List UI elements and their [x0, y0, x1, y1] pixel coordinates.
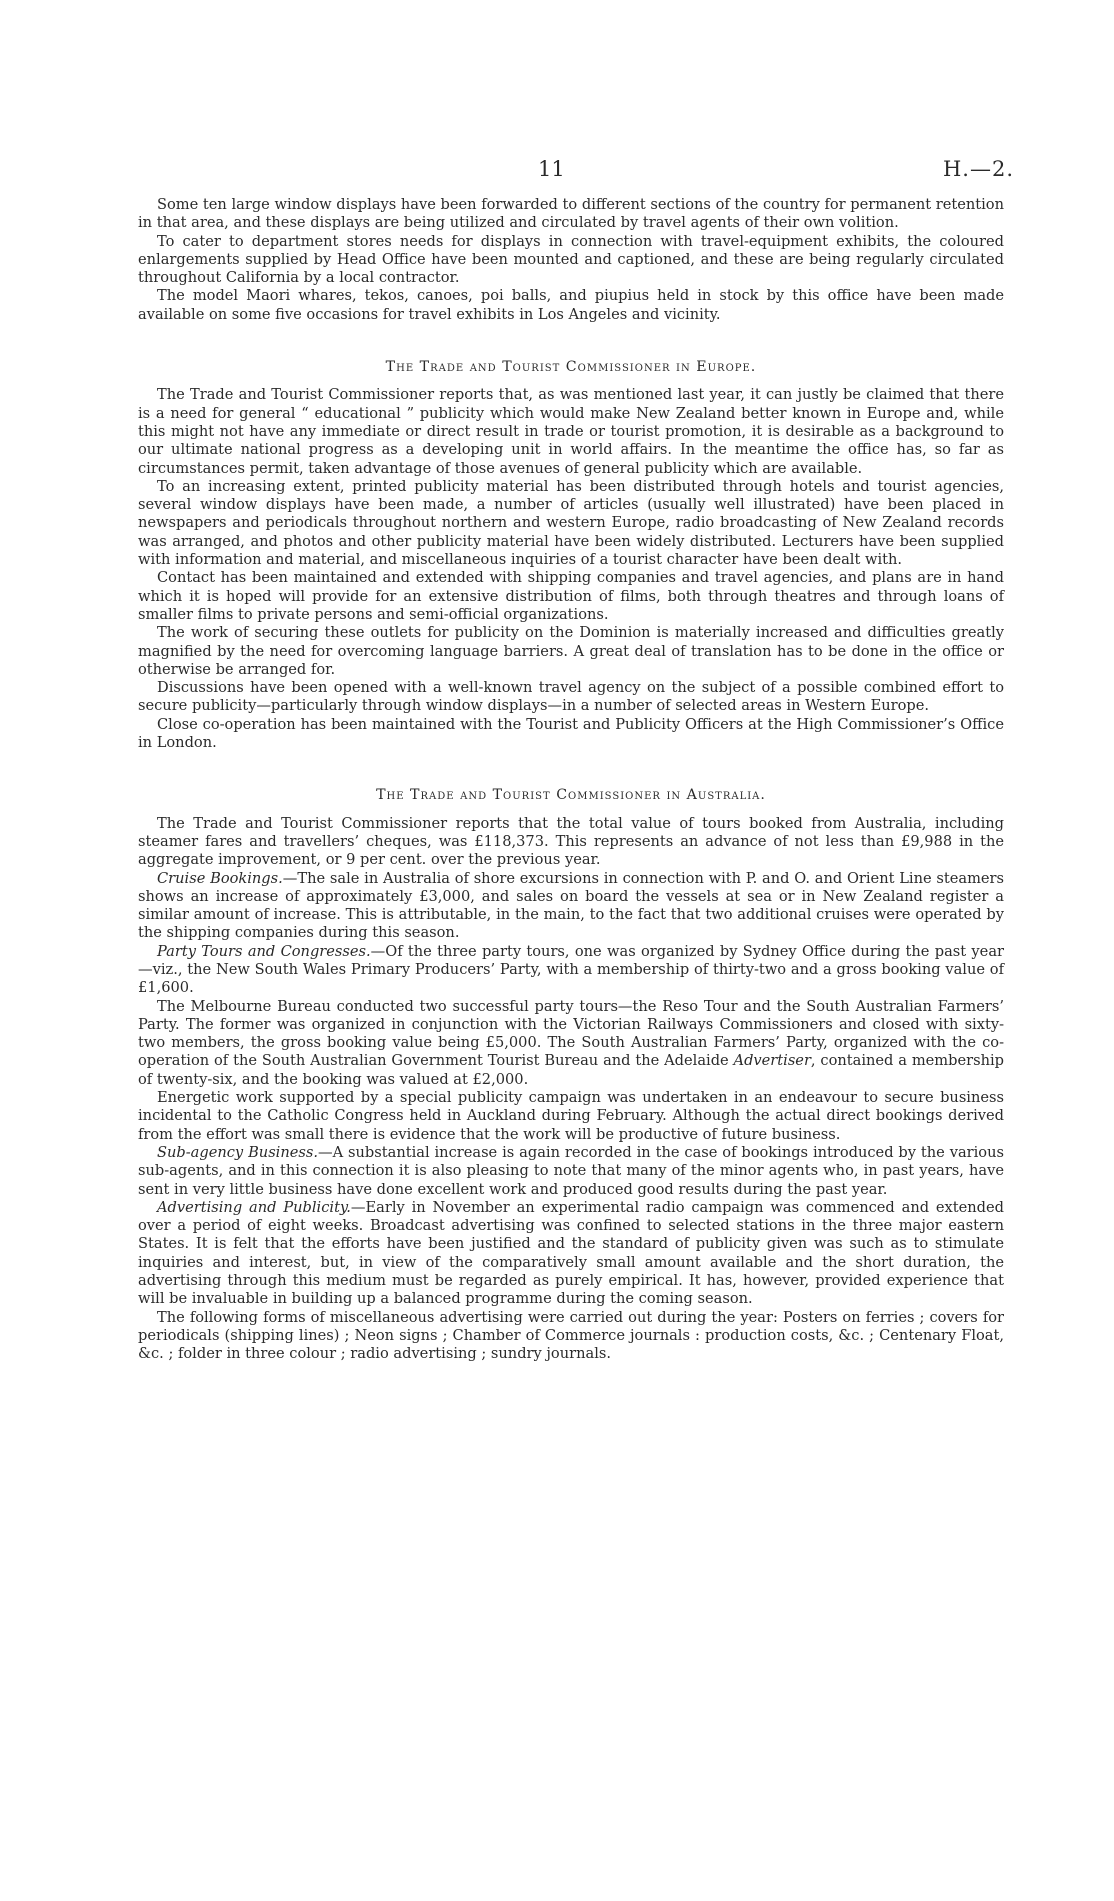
paragraph: Energetic work supported by a special publicity campaign was undertaken in an endeavour to secure business incidental to the Catholic Congress held in Auckland during February. Although the actual direct bookings derived from the effort was small there is evidence that the work will be productive of future business. [138, 1089, 1004, 1143]
paragraph-text: , contained a membership of twenty-six, and the booking was valued at £2,000. [138, 1052, 1004, 1088]
paragraph-text: —The sale in Australia of shore excursions in connection with P. and O. and Orient Line steamers shows an increase of approximately £3,000, and sales on board the vessels at sea or in New Zealand register a similar amount of increase. This is attributable, in the main, to the fact that two additional cruises were operated by the shipping companies during this season. [138, 869, 1005, 942]
paragraph: Some ten large window displays have been forwarded to different sections of the country for permanent retention in that area, and these displays are being utilized and circulated by travel agents of their own volition. [138, 196, 1004, 232]
paragraph-melbourne [138, 998, 1004, 1089]
document-body [138, 196, 1004, 1364]
paragraph-sub-agency [138, 1144, 1004, 1199]
paragraph-text: —Early in November an experimental radio campaign was commenced and extended over a period of eight weeks. Broadcast advertising was confined to selected stations in the three major eastern States. It is felt that the efforts have been justified and the standard of publicity given was such as to stimulate inquiries and interest, but, in view of the comparatively small amount available and the short duration, the advertising through this medium must be regarded as purely empirical. It has, however, provided experience that will be invaluable in building up a balanced programme during the coming season. [138, 1198, 1005, 1308]
paragraph: Close co-operation has been maintained with the Tourist and Publicity Officers at the High Commissioner’s Office in London. [138, 715, 1004, 752]
paragraph: The model Maori whares, tekos, canoes, poi balls, and piupius held in stock by this office have been made available on some five occasions for travel exhibits in Los Angeles and vicinity. [138, 287, 1004, 323]
paragraph-lead: Party Tours and Congresses. [157, 942, 371, 960]
paragraph-lead: Cruise Bookings. [157, 869, 283, 887]
paragraph-cruise-bookings [138, 870, 1004, 943]
document-reference: H.—2. [942, 157, 1014, 181]
paragraph: The Trade and Tourist Commissioner reports that the total value of tours booked from Australia, including steamer fares and travellers’ cheques, was £118,373. This represents an advance of not less than £9,988 in the aggregate improvement, or 9 per cent. over the previous year. [138, 814, 1004, 869]
paragraph: The work of securing these outlets for publicity on the Dominion is materially increased and difficulties greatly magnified by the need for overcoming language barriers. A great deal of translation has to be done in the office or otherwise be arranged for. [138, 624, 1004, 678]
newspaper-name: Advertiser [733, 1052, 811, 1070]
paragraph: To cater to department stores needs for displays in connection with travel-equipment exhibits, the coloured enlargements supplied by Head Office have been mounted and captioned, and these are being regularly circulated throughout California by a local contractor. [138, 232, 1004, 287]
paragraph: The Trade and Tourist Commissioner reports that, as was mentioned last year, it can justly be claimed that there is a need for general “ educational ” publicity which would make New Zealand better known in Europe and, while this might not have any immediate or direct result in trade or tourist promotion, it is desirable as a background to our ultimate national progress as a developing unit in world affairs. In the meantime the office has, so far as circumstances permit, taken advantage of those avenues of general publicity which are available. [138, 386, 1004, 477]
section-heading-australia: The Trade and Tourist Commissioner in Australia. [376, 787, 766, 804]
paragraph: The following forms of miscellaneous advertising were carried out during the year: Posters on ferries ; covers for periodicals (shipping lines) ; Neon signs ; Chamber of Commerce journals : production costs, &c. ; Centenary Float, &c. ; folder in three colour ; radio advertising ; sundry journals. [138, 1308, 1004, 1363]
paragraph-text: —Of the three party tours, one was organized by Sydney Office during the past year—viz., the New South Wales Primary Producers’ Party, with a membership of thirty-two and a gross booking value of £1,600. [138, 942, 1004, 997]
paragraph-advertising [138, 1199, 1004, 1309]
paragraph-lead: Sub-agency Business. [157, 1143, 318, 1161]
paragraph-lead: Advertising and Publicity. [157, 1198, 351, 1216]
paragraph: Contact has been maintained and extended with shipping companies and travel agencies, and plans are in hand which it is hoped will provide for an extensive distribution of films, both through theatres and through loans of smaller films to private persons and semi-official organizations. [138, 569, 1004, 623]
page-number: 11 [538, 157, 565, 181]
page-header [0, 157, 1114, 187]
paragraph-party-tours [138, 943, 1004, 998]
section-heading-europe: The Trade and Tourist Commissioner in Europe. [385, 359, 757, 376]
paragraph-text: —A substantial increase is again recorded in the case of bookings introduced by the various sub-agents, and in this connection it is also pleasing to note that many of the minor agents who, in past years, have sent in very little business have done excellent work and produced good results during the past year. [138, 1143, 1004, 1198]
paragraph: To an increasing extent, printed publicity material has been distributed through hotels and tourist agencies, several window displays have been made, a number of articles (usually well illustrated) have been placed in newspapers and periodicals throughout northern and western Europe, radio broadcasting of New Zealand records was arranged, and photos and other publicity material have been widely distributed. Lecturers have been supplied with information and material, and miscellaneous inquiries of a tourist character have been dealt with. [138, 477, 1004, 569]
paragraph: Discussions have been opened with a well-known travel agency on the subject of a possible combined effort to secure publicity—particularly through window displays—in a number of selected areas in Western Europe. [138, 679, 1004, 715]
paragraph-text: The Melbourne Bureau conducted two successful party tours—the Reso Tour and the South Australian Farmers’ Party. The former was organized in conjunction with the Victorian Railways Commissioners and closed with sixty-two members, the gross booking value being £5,000. The South Australian Farmers’ Party, organized with the co-operation of the South Australian Government Tourist Bureau and the Adelaide [138, 997, 1004, 1070]
